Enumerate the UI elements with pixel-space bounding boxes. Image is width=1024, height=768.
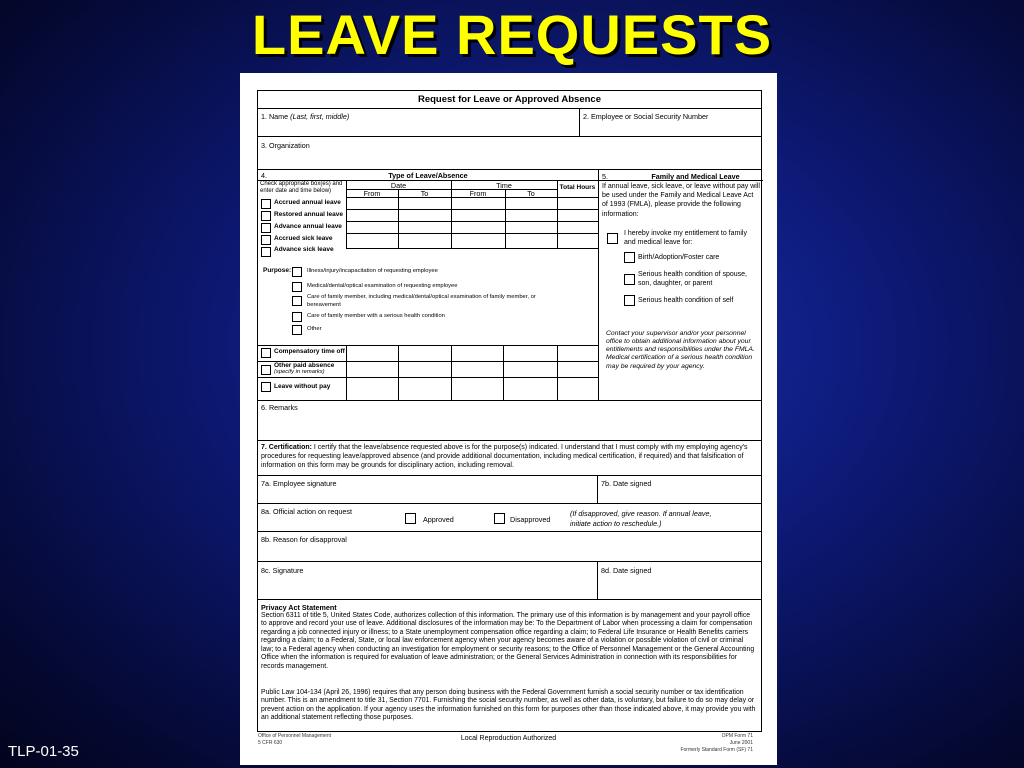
lwop-checkbox[interactable]: [261, 382, 271, 392]
employee-signature-field[interactable]: 7a. Employee signature: [261, 479, 337, 488]
time-to-header: To: [527, 189, 535, 198]
remarks-field[interactable]: 6. Remarks: [261, 403, 298, 412]
purpose-option-label: Medical/dental/optical examination of requesting employee: [307, 283, 458, 289]
disapproved-label: Disapproved: [510, 515, 551, 524]
disapprove-note: (If disapproved, give reason. If annual leave,: [570, 509, 712, 518]
privacy-title: Privacy Act Statement: [261, 603, 337, 612]
fmla-option-label: Serious health condition of spouse, son, daughter, or parent: [638, 271, 747, 287]
certification-row: [258, 441, 761, 476]
other-type-hint: (specify in remarks): [274, 369, 325, 375]
official-signature-row: [258, 562, 761, 600]
disapproved-checkbox[interactable]: [494, 513, 505, 524]
leave-type-label: Restored annual leave: [274, 211, 343, 218]
purpose-family-care-checkbox[interactable]: [292, 296, 302, 306]
advance-sick-checkbox[interactable]: [261, 247, 271, 257]
slide-title: LEAVE REQUESTS: [251, 3, 773, 66]
leave-type-label: Advance annual leave: [274, 223, 342, 230]
other-type-label: Compensatory time off: [274, 348, 345, 355]
leave-type-label: Accrued annual leave: [274, 199, 341, 206]
purpose-medical-checkbox[interactable]: [292, 282, 302, 292]
total-hours-header: Total Hours: [559, 184, 596, 191]
purpose-label: Purpose:: [263, 267, 292, 274]
name-field-label[interactable]: 1. Name (Last, first, middle): [261, 112, 350, 121]
remarks-row: [258, 401, 761, 441]
other-paid-checkbox[interactable]: [261, 365, 271, 375]
leave-type-title: Type of Leave/Absence: [388, 171, 468, 180]
purpose-option-label: bereavement: [307, 302, 341, 308]
official-action-row: [258, 504, 761, 532]
name-row: [258, 109, 761, 137]
fmla-title: Family and Medical Leave: [651, 172, 740, 181]
form-footer-formerly: Formerly Standard Form (SF) 71: [680, 747, 753, 753]
employee-number-field[interactable]: 2. Employee or Social Security Number: [583, 112, 709, 121]
advance-annual-checkbox[interactable]: [261, 223, 271, 233]
privacy-section: [258, 600, 761, 733]
approved-checkbox[interactable]: [405, 513, 416, 524]
other-type-label: Other paid absence: [274, 362, 335, 369]
employee-date-field[interactable]: 7b. Date signed: [601, 479, 652, 488]
disapprove-note: initiate action to reschedule.): [570, 519, 662, 528]
accrued-sick-checkbox[interactable]: [261, 235, 271, 245]
date-from-header: From: [363, 189, 381, 198]
purpose-illness-checkbox[interactable]: [292, 267, 302, 277]
time-header: Time: [496, 181, 512, 190]
form-footer-reproduction: Local Reproduction Authorized: [460, 735, 557, 742]
leave-request-form: [257, 90, 762, 732]
instructions-line-1: Check appropriate box(es) and: [260, 181, 343, 187]
leave-form-sheet: [240, 73, 777, 765]
fmla-invoke-checkbox[interactable]: [607, 233, 618, 244]
time-from-header: From: [469, 189, 487, 198]
instructions-line-2: enter date and time below): [260, 188, 332, 194]
form-title-row: [258, 91, 761, 109]
form-footer-date: June 2001: [729, 740, 753, 746]
fmla-invoke-label: I hereby invoke my entitlement to family and medical leave for:: [624, 230, 747, 246]
section-5-number: 5.: [602, 172, 608, 181]
disapproval-reason-field[interactable]: 8b. Reason for disapproval: [261, 535, 347, 544]
section-4-number: 4.: [261, 171, 267, 180]
privacy-statement: Section 6311 of title 5, United States Code, authorizes collection of this information. The primary use of this information is by management and your payroll office to approve and record your use of leave. Additional disclosures of the information may be: To the Department of Labor when processing a claim for compensation regarding a job connected injury or illness; to a State unemployment compensation office regarding a claim; to Federal Life Insurance or Health Benefits carriers regarding a claim; to a Federal, State, or local law enforcement agency when your agency becomes aware of a violation or possible violation of civil or criminal law; to a Federal agency when conducting an investigation for employment or security reasons; to the Office of Personnel Management or the General Accounting Office when the information is required for evaluation of leave administration; or the General Services Administration in connection with its responsibilities for records management.: [261, 612, 755, 670]
fmla-birth-checkbox[interactable]: [624, 252, 635, 263]
fmla-contact-note: Contact your supervisor and/or your personnel office to obtain additional information about your entitlements and responsibilities under the FMLA. Medical certification of a serious health condition may be required by your agency.: [606, 330, 755, 370]
form-footer-cfr: 5 CFR 630: [258, 740, 283, 746]
form-footer-agency: Office of Personnel Management: [258, 733, 332, 739]
leave-type-label: Accrued sick leave: [274, 235, 333, 242]
official-signature-field[interactable]: 8c. Signature: [261, 566, 304, 575]
certification-text: 7. Certification: I certify that the leave/absence requested above is for the purpose(s) indicated. I understand that I must comply with my employing agency's procedures for requesting leave/approved absence (and provide additional documentation, including medical certification, if required) and that falsification of information on this form may be grounds for disciplinary action, including removal.: [261, 444, 748, 470]
leave-type-section: [258, 170, 761, 401]
fmla-self-health-checkbox[interactable]: [624, 295, 635, 306]
purpose-other-checkbox[interactable]: [292, 325, 302, 335]
organization-field[interactable]: 3. Organization: [261, 141, 310, 150]
slide-id: TLP-01-35: [8, 743, 79, 760]
purpose-option-label: Other: [307, 326, 322, 332]
official-date-field[interactable]: 8d. Date signed: [601, 566, 652, 575]
comp-time-checkbox[interactable]: [261, 348, 271, 358]
fmla-instructions: If annual leave, sick leave, or leave without pay will be used under the Family and Medical Leave Act of 1993 (FMLA), please provide the following information:: [602, 183, 760, 218]
accrued-annual-checkbox[interactable]: [261, 199, 271, 209]
date-to-header: To: [420, 189, 429, 198]
purpose-serious-health-checkbox[interactable]: [292, 312, 302, 322]
date-header: Date: [390, 181, 407, 190]
form-title: Request for Leave or Approved Absence: [417, 94, 601, 105]
approved-label: Approved: [423, 515, 454, 524]
fmla-option-label: Birth/Adoption/Foster care: [638, 254, 720, 261]
fmla-family-health-checkbox[interactable]: [624, 274, 635, 285]
official-action-label: 8a. Official action on request: [261, 507, 352, 516]
leave-type-label: Advance sick leave: [274, 246, 334, 253]
other-type-label: Leave without pay: [274, 383, 331, 390]
restored-annual-checkbox[interactable]: [261, 211, 271, 221]
purpose-option-label: Care of family member with a serious health condition: [307, 313, 445, 319]
fmla-option-label: Serious health condition of self: [638, 297, 734, 304]
employee-signature-row: [258, 476, 761, 504]
public-law-statement: Public Law 104-134 (April 26, 1996) requires that any person doing business with the Federal Government furnish a social security number or tax identification number. This is an amendment to title 31, Section 7701. Furnishing the social security number, as well as other data, is voluntary, but failure to do so may delay or prevent action on the application. If your agency uses the information furnished on this form for purposes other than those indicated above, it may provide you with an additional statement reflecting those purposes.: [261, 689, 756, 722]
purpose-option-label: Illness/injury/incapacitation of requesting employee: [307, 268, 438, 274]
form-footer-number: OPM Form 71: [721, 733, 753, 739]
organization-row: [258, 137, 761, 170]
disapproval-reason-row: [258, 532, 761, 562]
purpose-option-label: Care of family member, including medical/dental/optical examination of family member, or: [307, 294, 536, 300]
